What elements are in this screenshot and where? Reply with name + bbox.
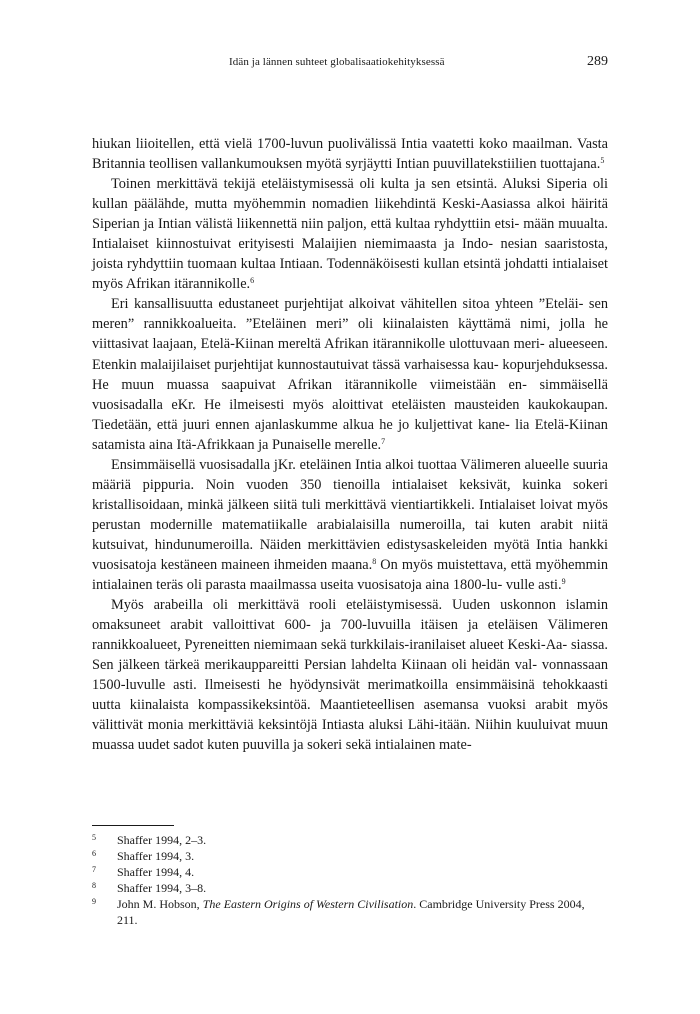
footnote-ref: 6 xyxy=(250,276,255,286)
citation-title: The Eastern Origins of Western Civilisation xyxy=(202,897,414,912)
citation-author: John M. Hobson, xyxy=(117,897,203,912)
text-line: omaksuneet arabit valloittivat 600- ja 700-luvuilla itäisen ja eteläisen Välimeren xyxy=(92,617,608,634)
footnote-text xyxy=(117,880,608,896)
text-line: hankki vuosisatoja kestäneen maineen ihmeiden maana. xyxy=(92,536,609,573)
text-line: Toinen merkittävä tekijä eteläistymisessä oli kulta ja sen etsintä. Aluksi Siperia xyxy=(111,176,587,193)
text-line: siassa. Sen jälkeen tärkeä merikauppareitti Persian lahdelta Kiinaan oli heidän val- xyxy=(92,637,608,674)
footnote-number: 8 xyxy=(92,881,96,891)
text-line: myöhemmin intialainen teräs oli parasta maailmassa useita vuosisatoja aina 1800-lu- xyxy=(92,556,608,594)
footnote-text xyxy=(117,848,608,864)
citation: Shaffer 1994, 3. xyxy=(117,849,195,864)
footnote xyxy=(92,848,608,864)
footnote xyxy=(92,896,608,928)
footnote xyxy=(92,880,608,896)
footnote-text xyxy=(117,896,608,928)
paragraph xyxy=(92,294,608,454)
text-line: simmäisellä vuosisadalla eKr. He ilmeisesti myös aloittivat eteläisten mausteiden xyxy=(92,376,608,413)
text-line: oli kullan päälähde, mutta myöhemmin nomadien liikehdintä Keski-Aasiassa alkoi xyxy=(92,176,608,213)
text-line: tehokkaasti uutta kiinalaista kompassikeksintöä. Maantieteellisen asemansa vuoksi xyxy=(92,677,608,714)
footnote-ref: 8 xyxy=(372,556,377,566)
paragraph xyxy=(92,134,608,174)
footnote-number: 7 xyxy=(92,865,96,875)
text-line: he viittasivat laajaan, Etelä-Kiinan mereltä Afrikan itärannikolle ulottuvaan meri- xyxy=(92,316,608,353)
text-line: niitä kutsuivat, hindunumeroilla. Näiden merkittävien edistysaskeleiden myötä Intia xyxy=(92,516,608,553)
text-line: Ensimmäisellä vuosisadalla jKr. eteläinen Intia alkoi tuottaa Välimeren alueelle xyxy=(111,456,570,473)
paragraph xyxy=(92,455,608,595)
page-number: 289 xyxy=(587,54,608,69)
footnote-text xyxy=(117,864,608,880)
text-line: mään muualta. Intialaiset kiinnostuivat erityisesti Malaijien niemimaasta ja Indo- xyxy=(92,216,608,253)
text-line: Eri kansallisuutta edustaneet purjehtijat alkoivat vähitellen sitoa yhteen ”Eteläi- xyxy=(111,296,584,313)
text-line: kristallisoidaan, minkä jälkeen siitä tuli merkittävä vientiartikkeli. Intialaiset loivat xyxy=(92,496,573,513)
text-line: nesian saaristosta, joista ryhdyttiin tuomaan kultaa Intiaan. Todennäköisesti kullan xyxy=(92,236,608,273)
footnotes xyxy=(92,832,608,929)
text-line: Vasta Britannia teollisen vallankumouksen myötä syrjäytti Intian puuvillatekstiilien xyxy=(92,136,609,173)
text-line: rannikkoalueet, Pyreneitten niemimaan sekä turkkilais-iranilaiset alueet Keski-Aa- xyxy=(92,637,568,654)
text-line: arabit myös välittivät monia merkittäviä keksintöjä Intiasta aluksi Lähi-itään. Niihin xyxy=(92,697,608,734)
citation: Shaffer 1994, 3–8. xyxy=(117,881,207,896)
text-line: lia Etelä-Kiinan satamista aina Itä-Afrikkaan ja Punaiselle merelle. xyxy=(92,416,608,453)
text-line: häiritä Siperian ja Intian välistä liikennettä niin paljon, että kultaa ryhdyttiin etsi- xyxy=(92,196,608,233)
paragraph xyxy=(92,595,608,755)
footnote-number: 6 xyxy=(92,849,96,859)
paragraph xyxy=(92,174,608,294)
text-line: myös perustan modernille matematiikalle arabialaisilla numeroilla, tai kuten arabit xyxy=(92,496,608,533)
footnote-ref: 9 xyxy=(561,577,566,587)
text-line: hiukan liioitellen, että vielä 1700-luvun puolivälissä Intia vaatetti koko maailman. xyxy=(92,136,573,152)
text-line: kopurjehduksessa. He muun muassa saapuivat Afrikan itärannikolle viimeistään en- xyxy=(92,356,608,393)
citation: Shaffer 1994, 2–3. xyxy=(117,833,207,847)
text-line: etsintä johdatti intialaiset myös Afrikan itärannikolle. xyxy=(92,256,608,293)
footnote-rule xyxy=(92,825,174,826)
body-text xyxy=(92,134,608,755)
footnote xyxy=(92,832,608,848)
footnote-number: 5 xyxy=(92,833,96,842)
footnote-text xyxy=(117,832,608,848)
text-line: On myös muistettava, että xyxy=(376,556,532,573)
footnote-ref: 5 xyxy=(600,156,605,166)
text-line: sen meren” rannikkoalueita. ”Eteläinen meri” oli kiinalaisten käyttämä nimi, jolla xyxy=(92,296,608,333)
text-line: vonnassaan 1500-luvulle asti. Ilmeisesti he hyödynsivät merimatkoilla ensimmäisinä xyxy=(92,657,608,694)
citation-publisher: . Cambridge University Press 2004, 211. xyxy=(117,897,585,928)
text-line: alueeseen. Etenkin malaijilaiset purjehtijat kunnostautuivat tässä varhaisessa kau- xyxy=(92,336,608,373)
footnote-number: 9 xyxy=(92,897,96,907)
running-head: Idän ja lännen suhteet globalisaatiokehityksessä xyxy=(229,56,445,68)
text-line: kaukokaupan. Tiedetään, että juuri ennen ajanlaskumme alkua he jo kuljettivat kane- xyxy=(92,396,608,433)
text-line: Myös arabeilla oli merkittävä rooli eteläistymisessä. Uuden uskonnon islamin xyxy=(111,597,608,614)
text-line: tuottajana. xyxy=(540,156,601,173)
text-line: suuria määriä pippuria. Noin vuoden 350 tienoilla intialaiset keksivät, kuinka sokeri xyxy=(92,456,608,493)
citation: Shaffer 1994, 4. xyxy=(117,865,195,880)
footnote-ref: 7 xyxy=(381,436,386,446)
footnote xyxy=(92,864,608,880)
text-line: kuuluivat muun muassa uudet sadot kuten puuvilla ja sokeri sekä intialainen mate- xyxy=(92,717,608,754)
text-line: vulle asti. xyxy=(505,577,562,594)
